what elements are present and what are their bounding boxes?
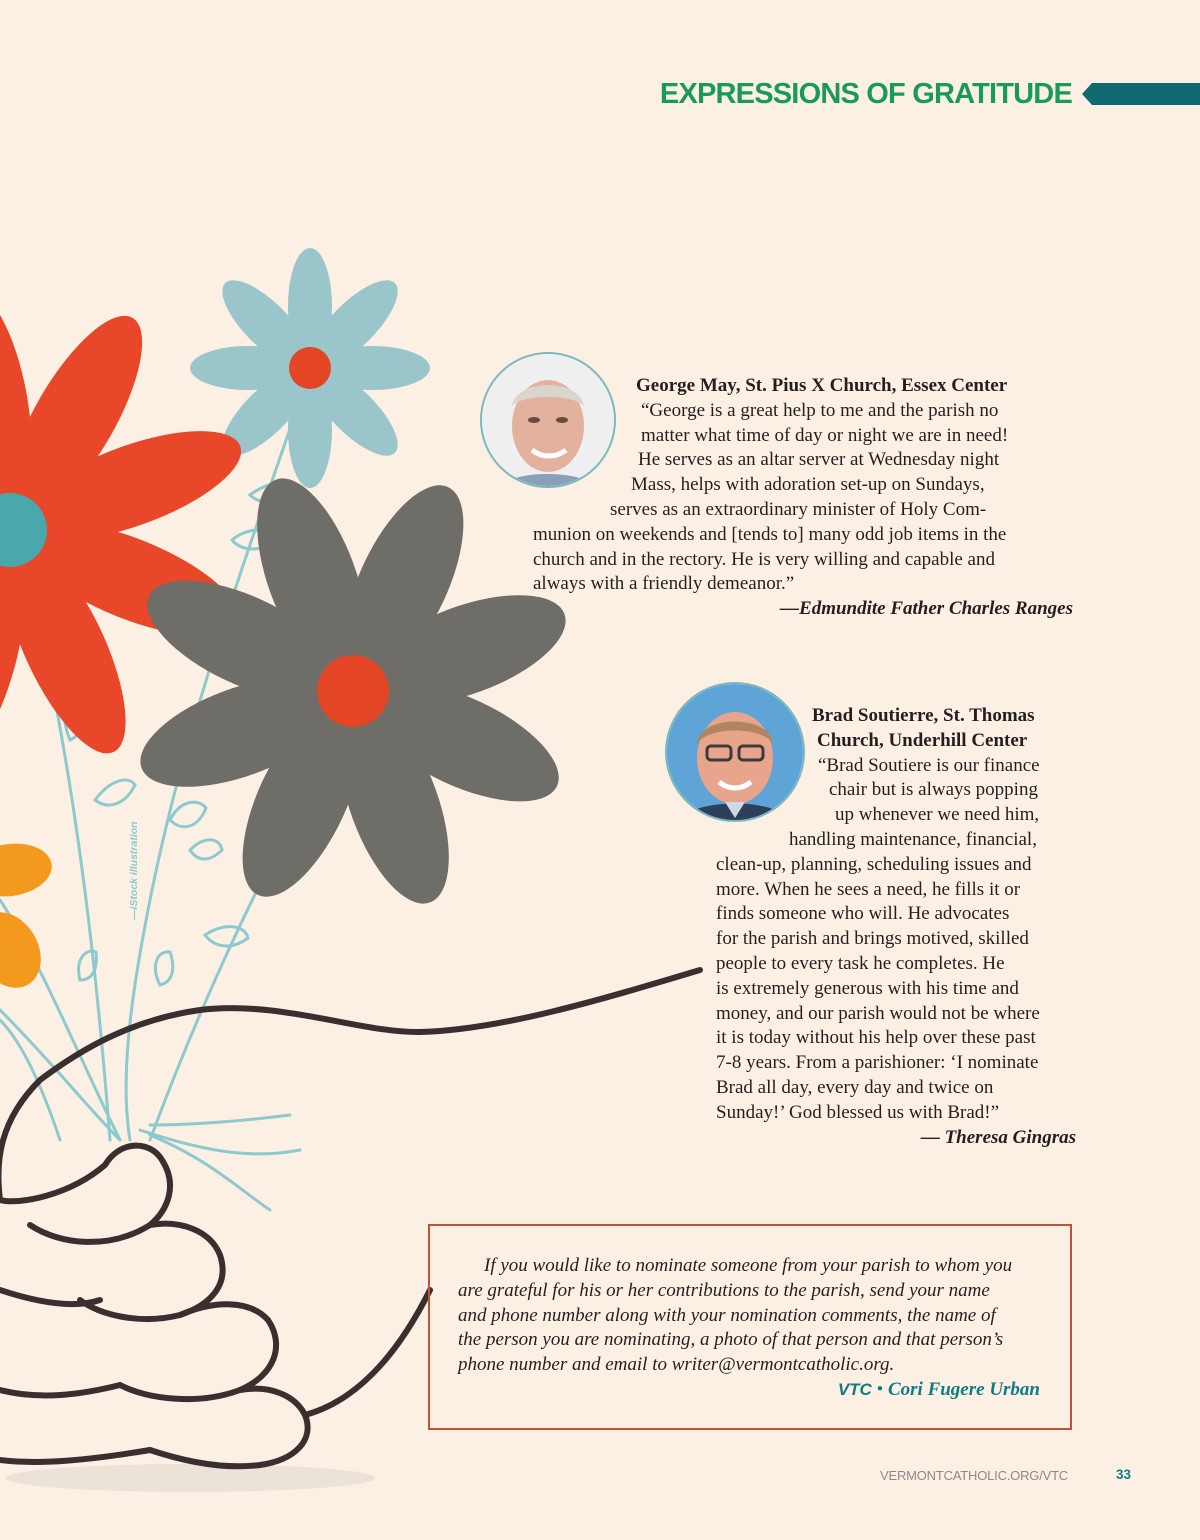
nominee-george-may: [533, 374, 1073, 622]
testimonial-line: people to every task he completes. He: [716, 952, 1005, 974]
signature-separator: •: [876, 1379, 884, 1400]
testimonial-signature: — Theresa Gingras: [920, 1126, 1076, 1148]
callout-line: If you would like to nominate someone from your parish to whom you: [484, 1255, 1013, 1276]
nominee-name: Church, Underhill Center: [817, 729, 1028, 751]
footer-website-link[interactable]: VERMONTCATHOLIC.ORG/VTC: [880, 1468, 1069, 1483]
callout-signature: [838, 1379, 1040, 1401]
testimonial-line: is extremely generous with his time and: [716, 977, 1019, 999]
nominee-name: Brad Soutierre, St. Thomas: [812, 705, 1035, 726]
testimonial-line: Mass, helps with adoration set-up on Sundays,: [631, 474, 985, 496]
callout-line: are grateful for his or her contributions to the parish, send your name: [458, 1279, 990, 1301]
page-number: 33: [1116, 1467, 1132, 1482]
testimonial-line: “Brad Soutiere is our finance: [818, 754, 1040, 776]
testimonial-line: matter what time of day or night we are in need!: [641, 424, 1009, 446]
testimonial-line: “George is a great help to me and the parish no: [641, 399, 999, 421]
nominee-brad-soutierre: [716, 704, 1076, 1150]
testimonial-line: for the parish and brings motived, skilled: [716, 928, 1029, 950]
testimonial-line: money, and our parish would not be where: [716, 1002, 1040, 1024]
testimonial-line: Sunday!’ God blessed us with Brad!”: [716, 1101, 1000, 1123]
testimonial-line: munion on weekends and [tends to] many odd job items in the: [533, 523, 1007, 545]
section-tab-marker: [1082, 83, 1200, 105]
illustration-credit: —iStock illustration: [128, 821, 140, 920]
testimonial-line: 7-8 years. From a parishioner: ‘I nominate: [716, 1052, 1039, 1074]
testimonial-line: finds someone who will. He advocates: [716, 903, 1010, 925]
callout-line: the person you are nominating, a photo of that person and that person’s: [458, 1329, 1004, 1351]
author-name: Cori Fugere Urban: [887, 1379, 1040, 1400]
testimonial-line: chair but is always popping: [829, 779, 1038, 801]
testimonial-line: clean-up, planning, scheduling issues and: [716, 853, 1032, 875]
publication-name: VTC: [837, 1380, 872, 1399]
callout-line: phone number and email to writer@vermontcatholic.org.: [458, 1354, 895, 1376]
nominee-name: George May, St. Pius X Church, Essex Center: [636, 375, 1008, 396]
callout-text: [458, 1254, 1012, 1378]
testimonial-line: serves as an extraordinary minister of Holy Com-: [610, 498, 987, 520]
section-header: [660, 76, 1200, 112]
testimonial-line: always with a friendly demeanor.”: [533, 573, 795, 595]
testimonial-line: it is today without his help over these past: [716, 1027, 1036, 1049]
testimonial-line: church and in the rectory. He is very willing and capable and: [533, 548, 995, 570]
testimonial-line: He serves as an altar server at Wednesday night: [638, 449, 1000, 471]
callout-line: and phone number along with your nomination comments, the name of: [458, 1304, 996, 1326]
testimonial-signature: —Edmundite Father Charles Ranges: [780, 598, 1073, 620]
nomination-callout-box: [428, 1224, 1072, 1430]
testimonial-line: up whenever we need him,: [835, 804, 1040, 826]
testimonial-line: handling maintenance, financial,: [789, 828, 1037, 850]
testimonial-line: more. When he sees a need, he fills it or: [716, 878, 1021, 900]
section-title: EXPRESSIONS OF GRATITUDE: [659, 77, 1072, 110]
testimonial-line: Brad all day, every day and twice on: [716, 1076, 994, 1098]
